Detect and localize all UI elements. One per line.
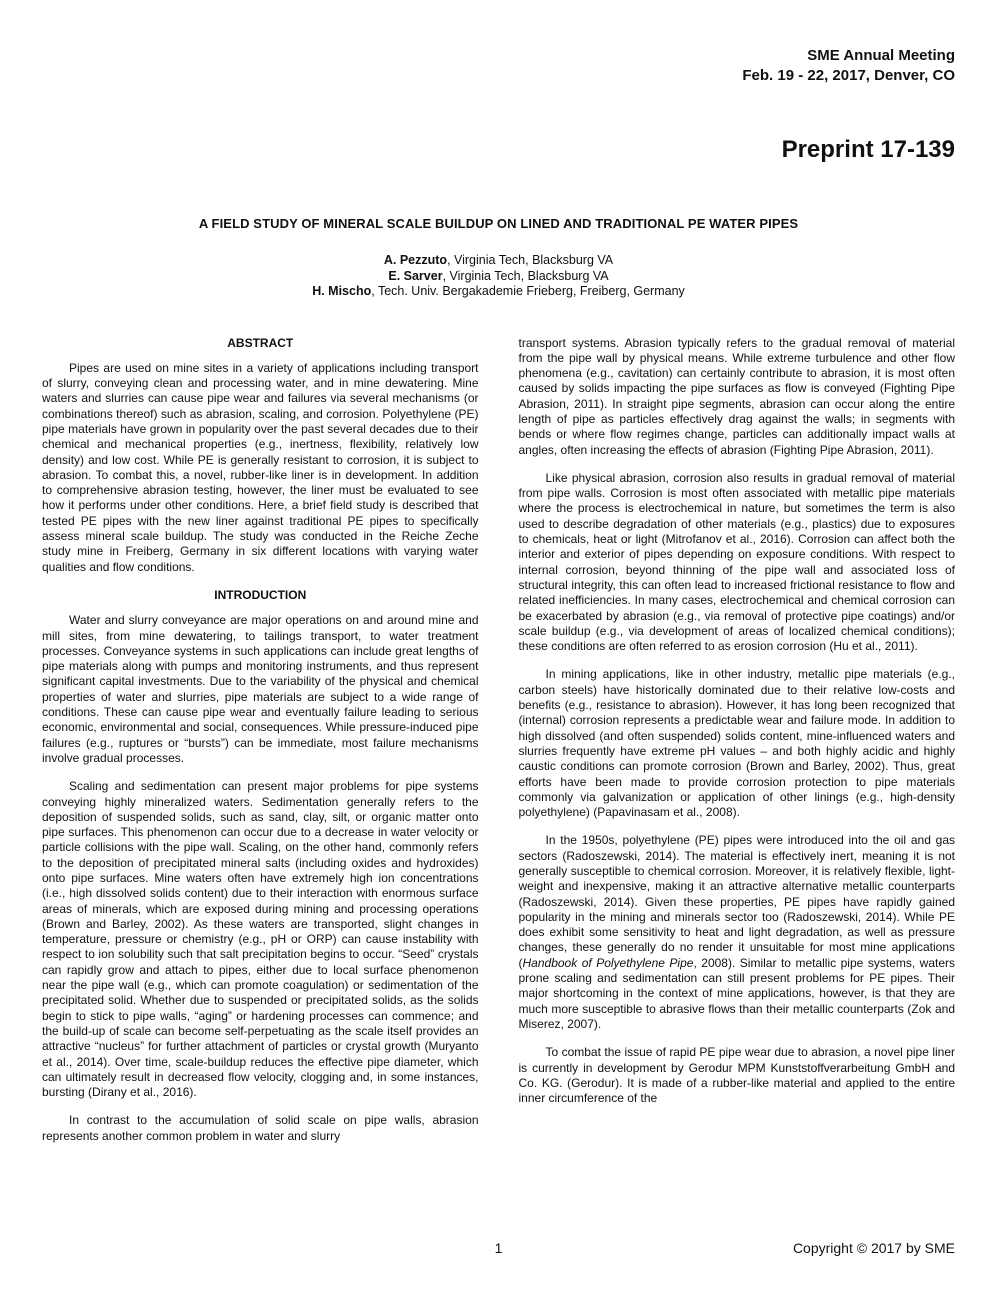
body-paragraph: To combat the issue of rapid PE pipe wear due to abrasion, a novel pipe liner is currently in development by Gerodur MPM Kunststoffverarbeitung GmbH and Co. KG. (Gerodur). It is made of a rubber-like material and applied to the entire inner circumference of the	[518, 1045, 955, 1106]
author-line	[42, 269, 955, 285]
left-column	[42, 336, 479, 1158]
paragraph-text: In the 1950s, polyethylene (PE) pipes were introduced into the oil and gas sectors (Radoszewski, 2014). The material is effectively inert, meaning it is not generally susceptible to chemical corrosion. Moreover, it is relatively flexible, light-weight and inexpensive, making it an attractive alternative metallic counterparts (Radoszewski, 2014). Given these properties, PE pipes have rapidly gained popularity in the mining and minerals sector too (Radoszewski, 2014). While PE does exhibit some sensitivity to heat and light degradation, as well as pressure changes, these generally do no render it unsuitable for most mine applications (	[518, 833, 955, 970]
preprint-number: Preprint 17-139	[781, 136, 955, 163]
body-paragraph: Like physical abrasion, corrosion also results in gradual removal of material from pipe walls. Corrosion is most often associated with metallic pipe materials where the process is electrochemical in nature, but sometimes the term is also used to describe degradation of other materials (e.g., plastics) due to exposures to chemicals, heat or light (Mitrofanov et al., 2016). Corrosion can affect both the interior and exterior of pipes depending on exposure conditions. With respect to internal corrosion, beyond thinning of the pipe wall and associated loss of structural integrity, this can often lead to increased frictional resistance to flow and related inefficiencies. In many cases, electrochemical and chemical corrosion can be exacerbated by abrasion (e.g., via removal of protective pipe coatings) and/or scale buildup (e.g., via development of areas of localized chemical conditions); these conditions are often referred to as erosion corrosion (Hu et al., 2011).	[518, 470, 955, 654]
author-affiliation: , Tech. Univ. Bergakademie Frieberg, Freiberg, Germany	[371, 284, 685, 298]
introduction-paragraph: Water and slurry conveyance are major operations on and around mine and mill sites, from mine dewatering, to tailings transport, to water treatment processes. Conveyance systems in such applications can include great lengths of pipe materials along with pumps and monitoring instruments, and thus represent significant capital investments. Due to the variability of the physical and chemical properties of water and slurries, pipe materials are subject to a wide range of conditions. These can cause pipe wear and eventually failure leading to serious economic, environmental and social, consequences. While pressure-induced pipe failures (e.g., ruptures or “bursts”) can be immediate, most failure mechanisms involve gradual processes.	[42, 613, 479, 765]
abstract-heading: ABSTRACT	[227, 335, 294, 350]
paragraph-text: , 2008). Similar to metallic pipe systems, waters prone scaling and sedimentation can still present problems for PE pipes. Their major shortcoming in the context of mine applications, however, is that they are much more susceptible to abrasive flows than their metallic counterparts (Zok and Miserez, 2007).	[518, 955, 955, 1031]
introduction-heading: INTRODUCTION	[214, 587, 307, 602]
meeting-header	[42, 46, 955, 86]
page-number: 1	[494, 1240, 503, 1256]
body-paragraph: transport systems. Abrasion typically refers to the gradual removal of material from the pipe wall by physical means. While extreme turbulence and other flow phenomena (e.g., cavitation) can certainly contribute to abrasion, it is most often caused by solids impacting the pipe surfaces as flow is conveyed (Fighting Pipe Abrasion, 2011). In straight pipe segments, abrasion can occur along the entire length of pipe as particles effectively drag against the walls; in segments with bends or where flow regimes change, particles can additionally impact walls at angles, often increasing the effects of abrasion (Fighting Pipe Abrasion, 2011).	[518, 335, 955, 457]
meeting-date-location: Feb. 19 - 22, 2017, Denver, CO	[742, 67, 955, 84]
book-title-italic: Handbook of Polyethylene Pipe	[522, 955, 694, 970]
right-column	[519, 336, 956, 1158]
author-affiliation: , Virginia Tech, Blacksburg VA	[447, 253, 614, 267]
author-affiliation: , Virginia Tech, Blacksburg VA	[442, 268, 609, 283]
author-line	[42, 253, 955, 269]
body-paragraph: In mining applications, like in other industry, metallic pipe materials (e.g., carbon steels) have historically dominated due to their relative low-costs and benefits (e.g., resistance to abrasion). However, it has long been recognized that (internal) corrosion represents a predictable wear and failure mode. In addition to high dissolved (and often suspended) solids content, mine-influenced waters and slurries frequently have extreme pH values – and both highly acidic and highly caustic conditions can promote corrosion (Brown and Barley, 2002). Thus, great efforts have been made to provide corrosion protection to pipe materials commonly via galvanization or application of other linings (e.g., high-density polyethylene) (Papavinasam et al., 2008).	[518, 667, 955, 820]
abstract-paragraph: Pipes are used on mine sites in a variety of applications including transport of slurry, conveying clean and processing water, and in mine dewatering. Mine waters and slurries can cause pipe wear and failures via several mechanisms (or combinations thereof) such as abrasion, scaling, and corrosion. Polyethylene (PE) pipe materials have grown in popularity over the past several decades due to their chemical and mechanical properties (e.g., inertness, flexibility, relatively low density) and low cost. While PE is generally resistant to corrosion, it is subject to abrasion. To combat this, a novel, rubber-like liner is in development. In addition to comprehensive abrasion testing, however, the liner must be evaluated to see how it performs under other conditions. Here, a brief field study is described that tested PE pipes with the new liner against traditional PE pipes to specifically assess mineral scale buildup. The study was conducted in the Reiche Zeche study mine in Freiberg, Germany in six different locations with varying water qualities and flow conditions.	[42, 360, 479, 574]
meeting-name: SME Annual Meeting	[807, 47, 955, 64]
author-name: E. Sarver	[388, 268, 443, 283]
body-paragraph	[519, 833, 956, 1032]
paper-title: A FIELD STUDY OF MINERAL SCALE BUILDUP ON LINED AND TRADITIONAL PE WATER PIPES	[198, 216, 799, 231]
author-name: H. Mischo	[312, 284, 372, 298]
author-line	[42, 284, 955, 300]
author-name: A. Pezzuto	[383, 253, 448, 267]
introduction-paragraph: Scaling and sedimentation can present major problems for pipe systems conveying highly mineralized waters. Sedimentation generally refers to the deposition of suspended solids, such as sand, clay, silt, or organic matter onto pipe surfaces. This phenomenon can occur due to a decrease in water velocity or particle collisions with the pipe wall. Scaling, on the other hand, commonly refers to the deposition of precipitated mineral salts (including oxides and hydroxides) onto pipe surfaces. Mine waters often have extremely high ion concentrations (i.e., high dissolved solids content) due to their interaction with enormous surface areas of minerals, which are exposed during mining and processing operations (Brown and Barley, 2002). As these waters are transported, slight changes in temperature, pressure or chemistry (e.g., pH or ORP) can cause instability with respect to ion solubility such that salt precipitation begins to occur. “Seed” crystals can rapidly grow and attach to pipes, either due to local surface phenomenon near the pipe wall (e.g., which can promote coagulation) or sedimentation of the precipitated solid. Whether due to suspended or precipitated solids, as the solids begin to stick to pipe walls, “aging” or hardening processes can commence; and the build-up of scale can become self-perpetuating as the scale itself provides an attractive “nucleus” for further attachment of particles or crystal growth (Muryanto et al., 2014). Over time, scale-buildup reduces the effective pipe diameter, which can ultimately result in decreased flow velocity, clogging and, in some instances, bursting (Dirany et al., 2016).	[42, 779, 479, 1100]
two-column-body	[42, 336, 955, 1158]
introduction-paragraph: In contrast to the accumulation of solid scale on pipe walls, abrasion represents another common problem in water and slurry	[42, 1113, 479, 1143]
copyright-notice: Copyright © 2017 by SME	[792, 1240, 955, 1256]
author-list	[42, 253, 955, 300]
